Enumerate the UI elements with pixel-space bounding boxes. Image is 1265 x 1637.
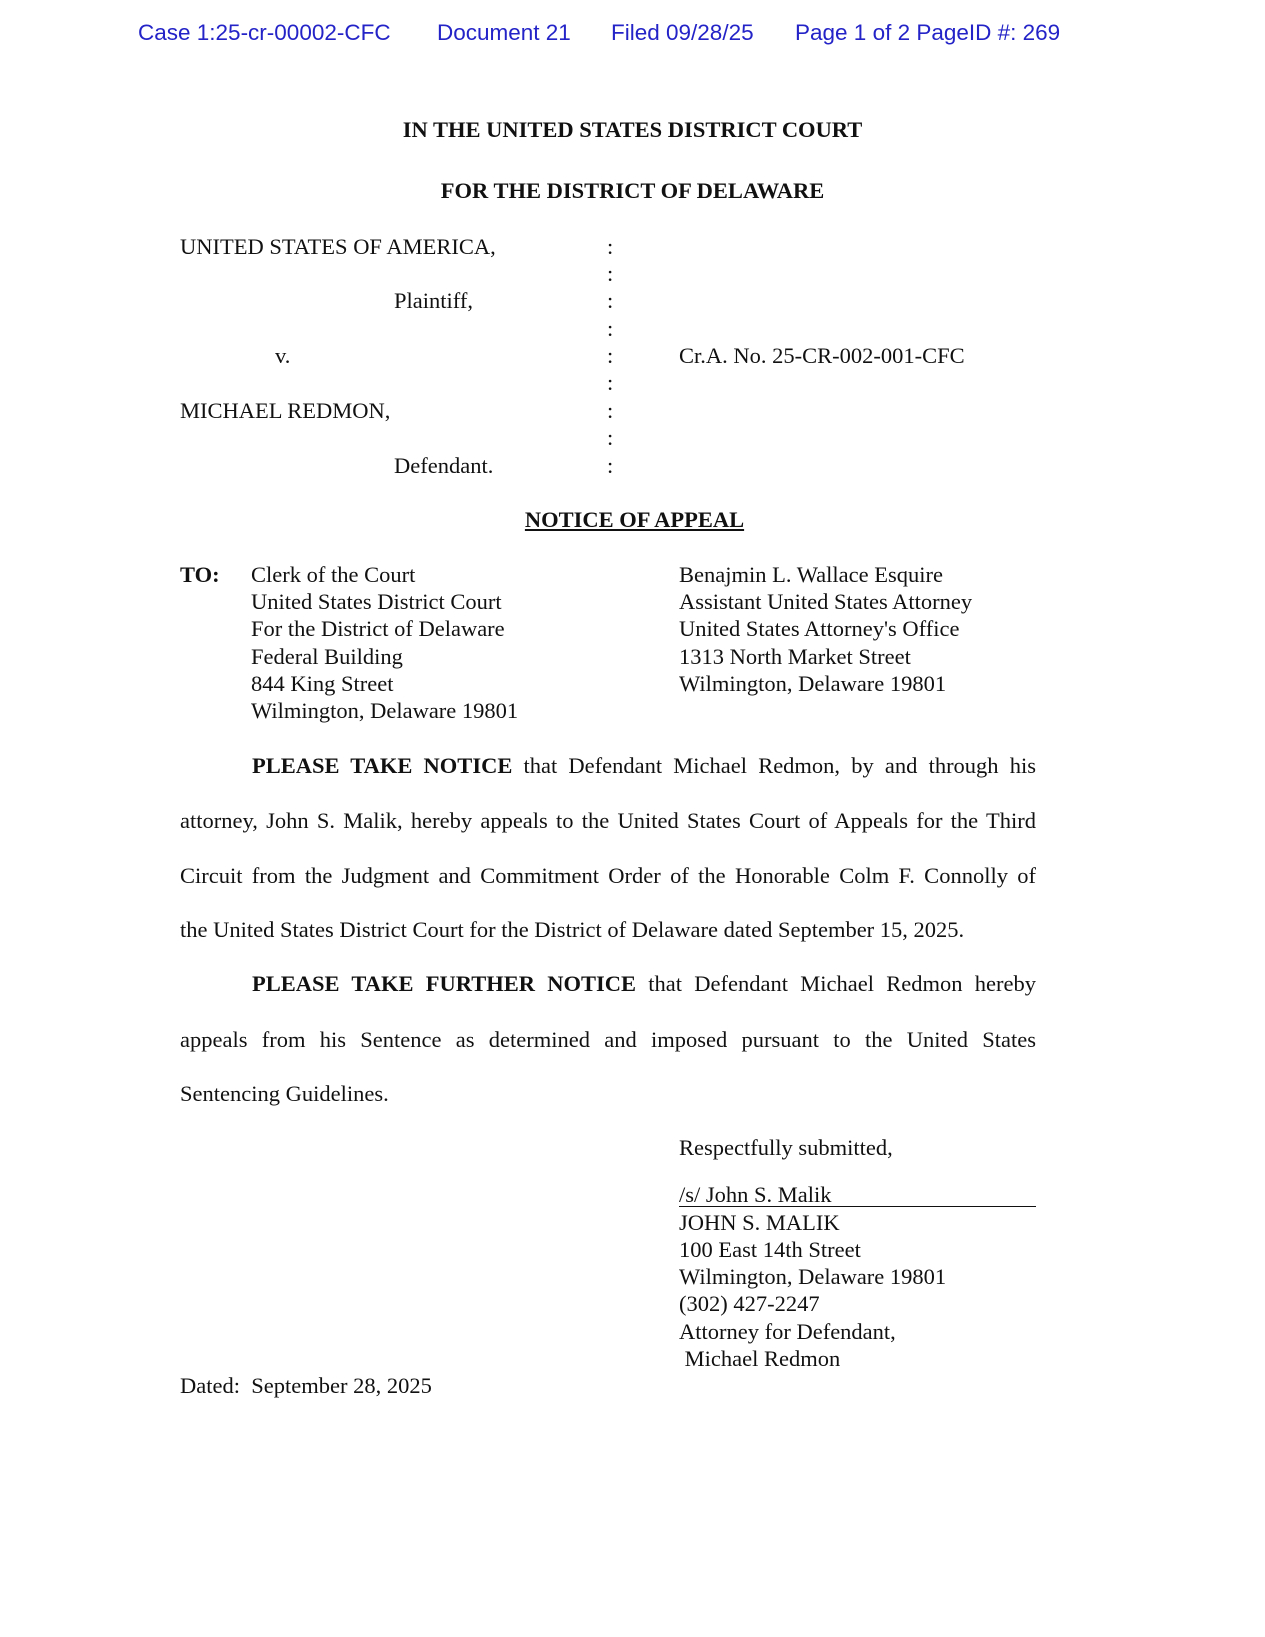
paragraph-line xyxy=(252,753,1036,779)
caption-colon: : xyxy=(607,343,614,368)
signature-block-line: (302) 427-2247 xyxy=(679,1291,820,1316)
filed-date-header: Filed 09/28/25 xyxy=(611,20,754,45)
signature-block-line: 100 East 14th Street xyxy=(679,1237,861,1262)
to-left-line: Clerk of the Court xyxy=(251,562,416,587)
signature-line xyxy=(679,1206,1036,1207)
document-title: NOTICE OF APPEAL xyxy=(524,507,745,532)
court-name: IN THE UNITED STATES DISTRICT COURT xyxy=(402,117,863,142)
to-right-line: United States Attorney's Office xyxy=(679,616,960,641)
to-left-line: 844 King Street xyxy=(251,671,394,696)
paragraph-line: Sentencing Guidelines. xyxy=(180,1081,389,1106)
caption-colon: : xyxy=(607,261,614,286)
document-number-header: Document 21 xyxy=(437,20,571,45)
versus: v. xyxy=(275,343,291,368)
to-right-line: Wilmington, Delaware 19801 xyxy=(679,671,947,696)
defendant-name: MICHAEL REDMON, xyxy=(180,398,391,423)
paragraph-line: Circuit from the Judgment and Commitment Order of the Honorable Colm F. Connolly of xyxy=(180,863,1036,888)
ecf-header xyxy=(0,20,1265,52)
signature-block-line: Attorney for Defendant, xyxy=(679,1319,896,1344)
to-left-line: Wilmington, Delaware 19801 xyxy=(251,698,519,723)
further-notice-bold: PLEASE TAKE FURTHER NOTICE xyxy=(252,971,637,996)
caption-colon: : xyxy=(607,425,614,450)
paragraph-line: appeals from his Sentence as determined and imposed pursuant to the United States xyxy=(180,1027,1036,1052)
caption-colon: : xyxy=(607,288,614,313)
paragraph-line: the United States District Court for the District of Delaware dated September 15, 2025. xyxy=(180,917,965,942)
signature-block-line: Michael Redmon xyxy=(679,1346,841,1371)
caption-colon: : xyxy=(607,234,614,259)
page-id-header: Page 1 of 2 PageID #: 269 xyxy=(795,20,1061,45)
to-right-line: 1313 North Market Street xyxy=(679,644,911,669)
plaintiff-role: Plaintiff, xyxy=(394,288,473,313)
to-left-line: For the District of Delaware xyxy=(251,616,505,641)
paragraph-text: that Defendant Michael Redmon, by and through his xyxy=(512,753,1036,778)
case-number: Cr.A. No. 25-CR-002-001-CFC xyxy=(679,343,965,368)
caption-colon: : xyxy=(607,316,614,341)
court-district: FOR THE DISTRICT OF DELAWARE xyxy=(440,178,825,203)
caption-colon: : xyxy=(607,453,614,478)
notice-bold: PLEASE TAKE NOTICE xyxy=(252,753,513,778)
signature-block-line: JOHN S. MALIK xyxy=(679,1210,840,1235)
e-signature: /s/ John S. Malik xyxy=(679,1182,832,1207)
dated: Dated: September 28, 2025 xyxy=(180,1373,432,1398)
plaintiff-name: UNITED STATES OF AMERICA, xyxy=(180,234,496,259)
to-left-line: United States District Court xyxy=(251,589,502,614)
defendant-role: Defendant. xyxy=(394,453,494,478)
paragraph-line: attorney, John S. Malik, hereby appeals to the United States Court of Appeals for the Third xyxy=(180,808,1036,833)
to-left-line: Federal Building xyxy=(251,644,403,669)
paragraph-line xyxy=(252,971,1036,997)
paragraph-text: that Defendant Michael Redmon hereby xyxy=(636,971,1036,996)
signature-block-line: Wilmington, Delaware 19801 xyxy=(679,1264,947,1289)
case-number-header: Case 1:25-cr-00002-CFC xyxy=(138,20,391,45)
caption-colon: : xyxy=(607,398,614,423)
to-label: TO: xyxy=(180,562,220,587)
caption-colon: : xyxy=(607,370,614,395)
closing: Respectfully submitted, xyxy=(679,1135,893,1160)
to-right-line: Benajmin L. Wallace Esquire xyxy=(679,562,943,587)
to-right-line: Assistant United States Attorney xyxy=(679,589,973,614)
